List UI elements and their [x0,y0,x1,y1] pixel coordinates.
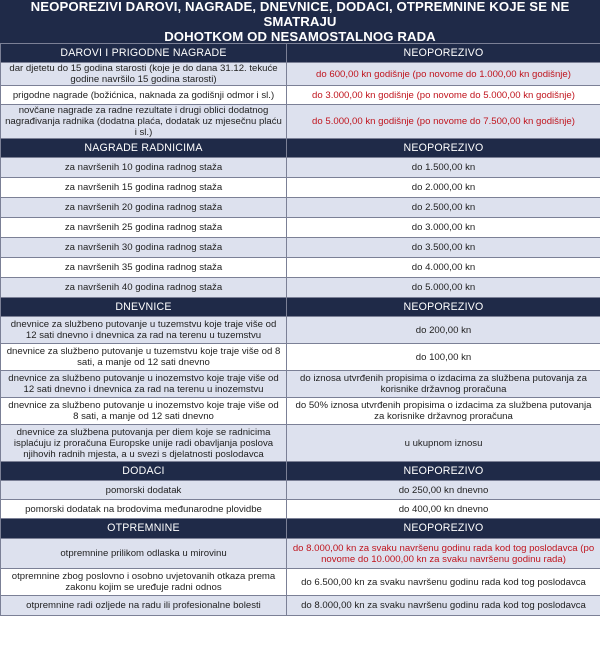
item-description: za navršenih 40 godina radnog staža [1,278,287,298]
item-description: pomorski dodatak na brodovima međunarodne plovidbe [1,500,287,519]
tax-free-amount: do 6.500,00 kn za svaku navršenu godinu rada kod tog poslodavca [287,569,600,596]
section-column-header: NEOPOREZIVO [287,298,600,317]
section-header [1,519,600,539]
tax-free-amount: do 50% iznosa utvrđenih propisima o izdacima za službena putovanja za korisnike državnog proračuna [287,398,600,425]
page-title [0,0,600,43]
table-row [1,258,600,278]
tax-free-amount: do 1.500,00 kn [287,158,600,178]
table-row [1,63,600,86]
item-description: novčane nagrade za radne rezultate i drugi oblici dodatnog nagrađivanja radnika (dodatna plaća, dodatak uz mjesečnu plaću i sl.) [1,105,287,139]
item-description: za navršenih 15 godina radnog staža [1,178,287,198]
section-column-header: NEOPOREZIVO [287,519,600,539]
section-title: DAROVI I PRIGODNE NAGRADE [1,44,287,63]
tax-free-amount: do 3.500,00 kn [287,238,600,258]
table-row [1,481,600,500]
section-header [1,462,600,481]
table-row [1,425,600,462]
tax-free-amount: do 8.000,00 kn za svaku navršenu godinu rada kod tog poslodavca [287,596,600,616]
section-column-header: NEOPOREZIVO [287,139,600,158]
item-description: za navršenih 20 godina radnog staža [1,198,287,218]
tax-free-amount: do 250,00 kn dnevno [287,481,600,500]
tax-free-amount: do 100,00 kn [287,344,600,371]
item-description: otpremnine zbog poslovno i osobno uvjetovanih otkaza prema zakonu kojim se uređuje radni odnos [1,569,287,596]
section-column-header: NEOPOREZIVO [287,462,600,481]
item-description: za navršenih 30 godina radnog staža [1,238,287,258]
item-description: za navršenih 35 godina radnog staža [1,258,287,278]
section-header [1,298,600,317]
table-row [1,198,600,218]
section-title: OTPREMNINE [1,519,287,539]
table-row [1,178,600,198]
item-description: dnevnice za službeno putovanje u tuzemstvu koje traje više od 8 sati, a manje od 12 sati dnevno [1,344,287,371]
tax-free-amount: do 4.000,00 kn [287,258,600,278]
item-description: pomorski dodatak [1,481,287,500]
table-row [1,86,600,105]
item-description: dnevnice za službeno putovanje u inozemstvo koje traje više od 8 sati, a manje od 12 sati dnevno [1,398,287,425]
section-column-header: NEOPOREZIVO [287,44,600,63]
item-description: dnevnice za službeno putovanje u inozemstvo koje traje više od 12 sati dnevno i dnevnica za rad na terenu u inozemstvu [1,371,287,398]
table-row [1,596,600,616]
item-description: dar djetetu do 15 godina starosti (koje je do dana 31.12. tekuće godine navršilo 15 godina starosti) [1,63,287,86]
table-row [1,105,600,139]
item-description: za navršenih 25 godina radnog staža [1,218,287,238]
table-row [1,218,600,238]
tax-free-amount: do 3.000,00 kn godišnje (po novome do 5.000,00 kn godišnje) [287,86,600,105]
tax-free-table [0,43,600,616]
section-header [1,139,600,158]
tax-free-amount: do 200,00 kn [287,317,600,344]
title-line-2: DOHOTKOM OD NESAMOSTALNOG RADA [164,29,436,44]
table-row [1,500,600,519]
table-row [1,569,600,596]
tax-free-amount: u ukupnom iznosu [287,425,600,462]
table-row [1,278,600,298]
section-title: DODACI [1,462,287,481]
table-row [1,344,600,371]
table-row [1,539,600,569]
tax-free-amount: do 5.000,00 kn godišnje (po novome do 7.500,00 kn godišnje) [287,105,600,139]
item-description: prigodne nagrade (božićnica, naknada za godišnji odmor i sl.) [1,86,287,105]
tax-free-amount: do 400,00 kn dnevno [287,500,600,519]
tax-free-amount: do 600,00 kn godišnje (po novome do 1.000,00 kn godišnje) [287,63,600,86]
title-line-1: NEOPOREZIVI DAROVI, NAGRADE, DNEVNICE, DODACI, OTPREMNINE KOJE SE NE SMATRAJU [30,0,570,29]
tax-free-amount: do iznosa utvrđenih propisima o izdacima za službena putovanja za korisnike državnog proračuna [287,371,600,398]
item-description: za navršenih 10 godina radnog staža [1,158,287,178]
tax-free-amount: do 2.000,00 kn [287,178,600,198]
tax-free-amount: do 3.000,00 kn [287,218,600,238]
section-title: NAGRADE RADNICIMA [1,139,287,158]
table-row [1,317,600,344]
table-row [1,398,600,425]
item-description: otpremnine radi ozljede na radu ili profesionalne bolesti [1,596,287,616]
tax-free-amount: do 2.500,00 kn [287,198,600,218]
table-row [1,158,600,178]
table-row [1,371,600,398]
item-description: dnevnice za službena putovanja per diem koje se radnicima isplaćuju iz proračuna Europske unije radi obavljanja poslova njihovih radnih mjesta, a u svezi s djelatnosti poslodavca [1,425,287,462]
tax-free-amount: do 5.000,00 kn [287,278,600,298]
table-row [1,238,600,258]
item-description: otpremnine prilikom odlaska u mirovinu [1,539,287,569]
section-title: DNEVNICE [1,298,287,317]
item-description: dnevnice za službeno putovanje u tuzemstvu koje traje više od 12 sati dnevno i dnevnica za rad na terenu u tuzemstvu [1,317,287,344]
tax-free-amount: do 8.000,00 kn za svaku navršenu godinu rada kod tog poslodavca (po novome do 10.000,00 kn za svaku navršenu godinu rada) [287,539,600,569]
section-header [1,44,600,63]
